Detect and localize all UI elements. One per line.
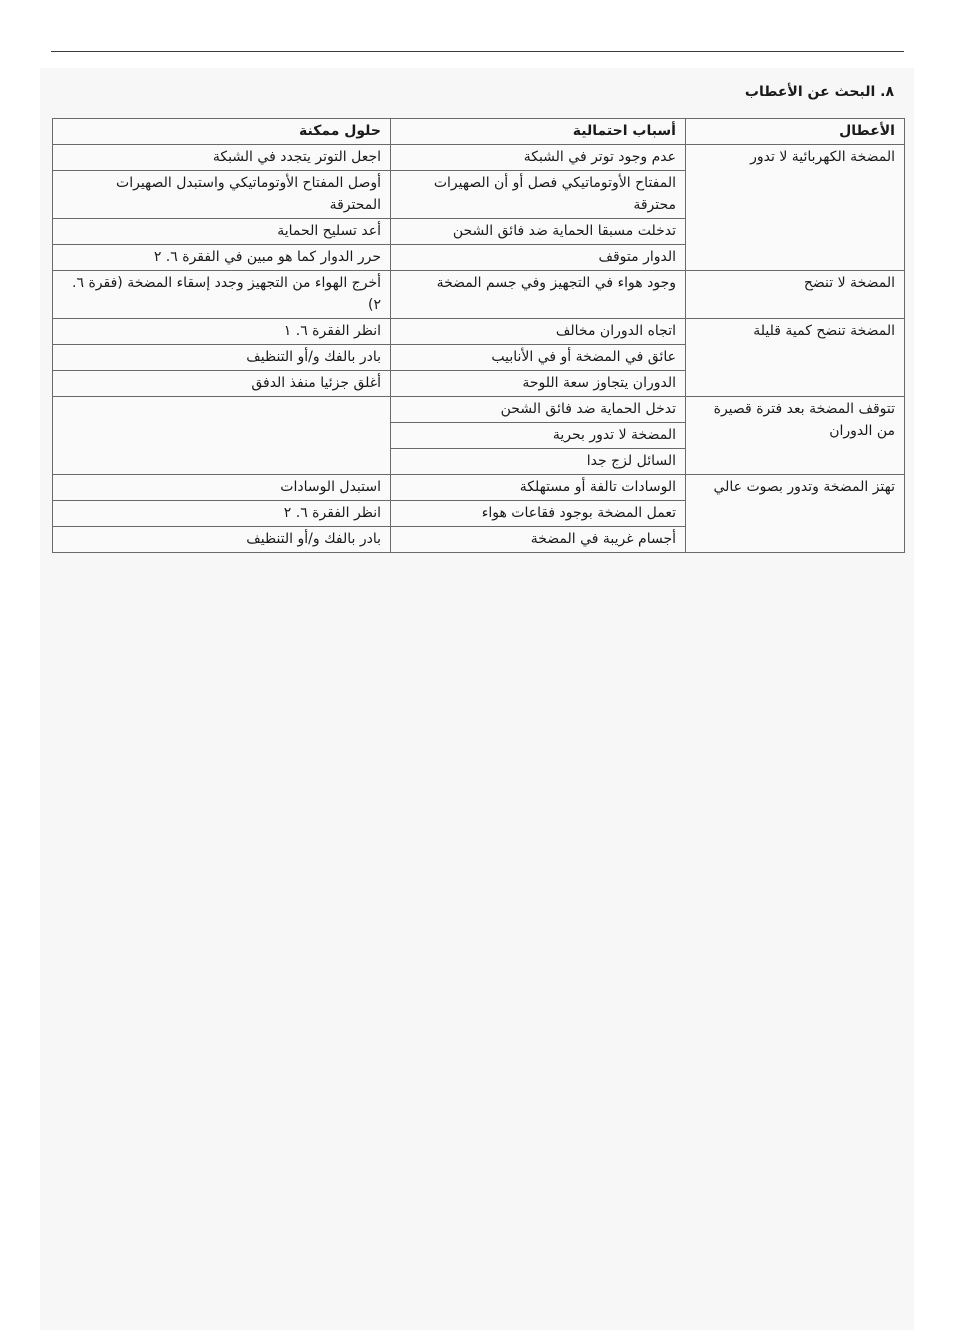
solution-cell-empty bbox=[53, 397, 391, 475]
cause-cell: المضخة لا تدور بحرية bbox=[391, 423, 686, 449]
fault-cell: المضخة تنضح كمية قليلة bbox=[686, 319, 905, 397]
solution-cell: حرر الدوار كما هو مبين في الفقرة ٦. ٢ bbox=[53, 245, 391, 271]
solution-cell: بادر بالفك و/أو التنظيف bbox=[53, 527, 391, 553]
solution-cell: استبدل الوسادات bbox=[53, 475, 391, 501]
cause-cell: تدخل الحماية ضد فائق الشحن bbox=[391, 397, 686, 423]
solution-cell: أوصل المفتاح الأوتوماتيكي واستبدل الصهيرات المحترقة bbox=[53, 171, 391, 219]
header-faults: الأعطال bbox=[686, 119, 905, 145]
solution-cell: أغلق جزئيا منفذ الدفق bbox=[53, 371, 391, 397]
cause-cell: الدوران يتجاوز سعة اللوحة bbox=[391, 371, 686, 397]
header-causes: أسباب احتمالية bbox=[391, 119, 686, 145]
cause-cell: أجسام غريبة في المضخة bbox=[391, 527, 686, 553]
table-row bbox=[53, 397, 905, 423]
table-row bbox=[53, 319, 905, 345]
cause-cell: اتجاه الدوران مخالف bbox=[391, 319, 686, 345]
cause-cell: المفتاح الأوتوماتيكي فصل أو أن الصهيرات محترقة bbox=[391, 171, 686, 219]
solution-cell: انظر الفقرة ٦. ١ bbox=[53, 319, 391, 345]
table-row bbox=[53, 271, 905, 319]
solution-cell: بادر بالفك و/أو التنظيف bbox=[53, 345, 391, 371]
section-heading: ٨. البحث عن الأعطاب bbox=[744, 84, 894, 100]
troubleshooting-table bbox=[52, 118, 905, 553]
cause-cell: وجود هواء في التجهيز وفي جسم المضخة bbox=[391, 271, 686, 319]
fault-cell: تتوقف المضخة بعد فترة قصيرة من الدوران bbox=[686, 397, 905, 475]
solution-cell: انظر الفقرة ٦. ٢ bbox=[53, 501, 391, 527]
solution-cell: أعد تسليح الحماية bbox=[53, 219, 391, 245]
cause-cell: السائل لزج جدا bbox=[391, 449, 686, 475]
cause-cell: تعمل المضخة بوجود فقاعات هواء bbox=[391, 501, 686, 527]
fault-cell: المضخة لا تنضح bbox=[686, 271, 905, 319]
cause-cell: عدم وجود توتر في الشبكة bbox=[391, 145, 686, 171]
cause-cell: تدخلت مسبقا الحماية ضد فائق الشحن bbox=[391, 219, 686, 245]
table-header-row bbox=[53, 119, 905, 145]
solution-cell: اجعل التوتر يتجدد في الشبكة bbox=[53, 145, 391, 171]
cause-cell: عائق في المضخة أو في الأنابيب bbox=[391, 345, 686, 371]
header-solutions: حلول ممكنة bbox=[53, 119, 391, 145]
cause-cell: الوسادات تالفة أو مستهلكة bbox=[391, 475, 686, 501]
table-row bbox=[53, 145, 905, 171]
fault-cell: المضخة الكهربائية لا تدور bbox=[686, 145, 905, 271]
header-rule bbox=[51, 51, 904, 52]
table-row bbox=[53, 475, 905, 501]
fault-cell: تهتز المضخة وتدور بصوت عالي bbox=[686, 475, 905, 553]
solution-cell: أخرج الهواء من التجهيز وجدد إسقاء المضخة (فقرة ٦. ٢) bbox=[53, 271, 391, 319]
cause-cell: الدوار متوقف bbox=[391, 245, 686, 271]
